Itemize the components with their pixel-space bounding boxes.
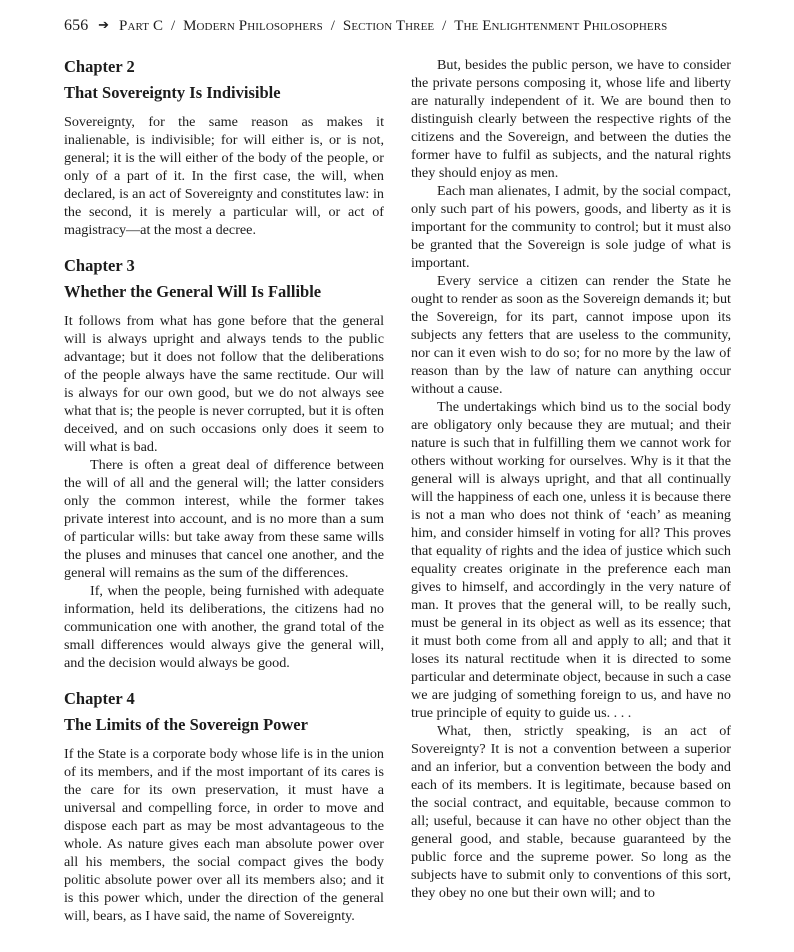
- chapter-3-paragraph: If, when the people, being furnished with adequate information, held its deliberations, the citizens had no communication one with another, the grand total of the small differences would always give the general will, and the decision would always be good.: [64, 583, 384, 671]
- right-paragraph: The undertakings which bind us to the social body are obligatory only because they are mutual; and their nature is such that in fulfilling them we cannot work for others without working for ourselves. Why is it that the general will is always upright, and that all continually will the happiness of each one, unless it is because there is not a man who does not think of ‘each’ as meaning him, and consider himself in voting for all? This proves that equality of rights and the idea of justice which such equality creates originate in the preference each man gives to himself, and accordingly in the very nature of man. It proves that the general will, to be really such, must be general in its object as well as its essence; that it must both come from all and apply to all; and that it loses its natural rectitude when it is directed to some particular and determinate object, because in such a case we are judging of something foreign to us, and have no true principle of equity to guide us. . . .: [411, 399, 731, 721]
- chapter-3-title: Whether the General Will Is Fallible: [64, 282, 322, 301]
- chapter-2-paragraph: Sovereignty, for the same reason as makes it inalienable, is indivisible; for will either is, or is not, general; it is the will either of the body of the people, or only of a part of it. In the first case, the will, when declared, is an act of Sovereignty and constitutes law: in the second, it is merely a particular will, or act of magistracy—at the most a decree.: [64, 114, 384, 238]
- header-separator: /: [330, 18, 336, 34]
- left-column: [64, 56, 384, 925]
- right-paragraph: Every service a citizen can render the State he ought to render as soon as the Sovereign demands it; but the Sovereign, for its part, cannot impose upon its subjects any fetters that are useless to the community, nor can it even wish to do so; for no more by the law of reason than by the law of nature can anything occur without a cause.: [411, 273, 731, 397]
- header-section: Section Three: [342, 18, 435, 34]
- right-paragraph: But, besides the public person, we have to consider the private persons composing it, whose life and liberty are naturally independent of it. We are bound then to distinguish clearly between the respective rights of the citizens and the Sovereign, and between the duties the former have to fulfil as subjects, and the natural rights they should enjoy as men.: [411, 57, 731, 181]
- chapter-3-paragraph: There is often a great deal of difference between the will of all and the general will; the latter considers only the common interest, while the former takes private interest into account, and is no more than a sum of particular wills: but take away from these same wills the pluses and minuses that cancel one another, and the general will remains as the sum of the differences.: [64, 457, 384, 581]
- page-number: 656: [64, 17, 89, 34]
- chapter-4-number: Chapter 4: [64, 689, 135, 708]
- arrow-bullet-icon: ➔: [98, 17, 110, 32]
- header-separator: /: [170, 18, 176, 34]
- header-separator: /: [442, 18, 447, 34]
- chapter-4-paragraph: If the State is a corporate body whose life is in the union of its members, and if the most important of its cares is the care for its own preservation, it must have a universal and compelling force, in order to move and dispose each part as may be most advantageous to the whole. As nature gives each man absolute power over all his members, the social compact gives the body politic absolute power over all its members also; and it is this power which, under the direction of the general will, bears, as I have said, the name of Sovereignty.: [64, 746, 384, 924]
- running-head: [64, 17, 754, 35]
- chapter-2-number: Chapter 2: [64, 57, 135, 76]
- right-paragraph: Each man alienates, I admit, by the social compact, only such part of his powers, goods, and liberty as it is important for the community to control; but it must also be granted that the Sovereign is sole judge of what is important.: [411, 183, 731, 271]
- chapter-4-title: The Limits of the Sovereign Power: [64, 715, 308, 734]
- chapter-2-title: That Sovereignty Is Indivisible: [64, 83, 281, 102]
- right-paragraph: What, then, strictly speaking, is an act of Sovereignty? It is not a convention between a superior and an inferior, but a convention between the body and each of its members. It is legitimate, because based on the social contract, and equitable, because common to all; useful, because it can have no other object than the general good, and stable, because guaranteed by the public force and the supreme power. So long as the subjects have to submit only to conventions of this sort, they obey no one but their own will; and to: [411, 723, 731, 901]
- header-part: Part C: [119, 18, 164, 34]
- chapter-3-paragraph: It follows from what has gone before that the general will is always upright and always tends to the public advantage; but it does not follow that the deliberations of the people always have the same rectitude. Our will is always for our own good, but we do not always see what that is; the people is never corrupted, but it is often deceived, and on such occasions only does it seem to will what is bad.: [64, 313, 384, 455]
- header-book: Modern Philosophers: [183, 18, 323, 34]
- right-column: [411, 56, 731, 902]
- chapter-3-number: Chapter 3: [64, 256, 135, 275]
- header-subsection: The Enlightenment Philosophers: [454, 18, 668, 34]
